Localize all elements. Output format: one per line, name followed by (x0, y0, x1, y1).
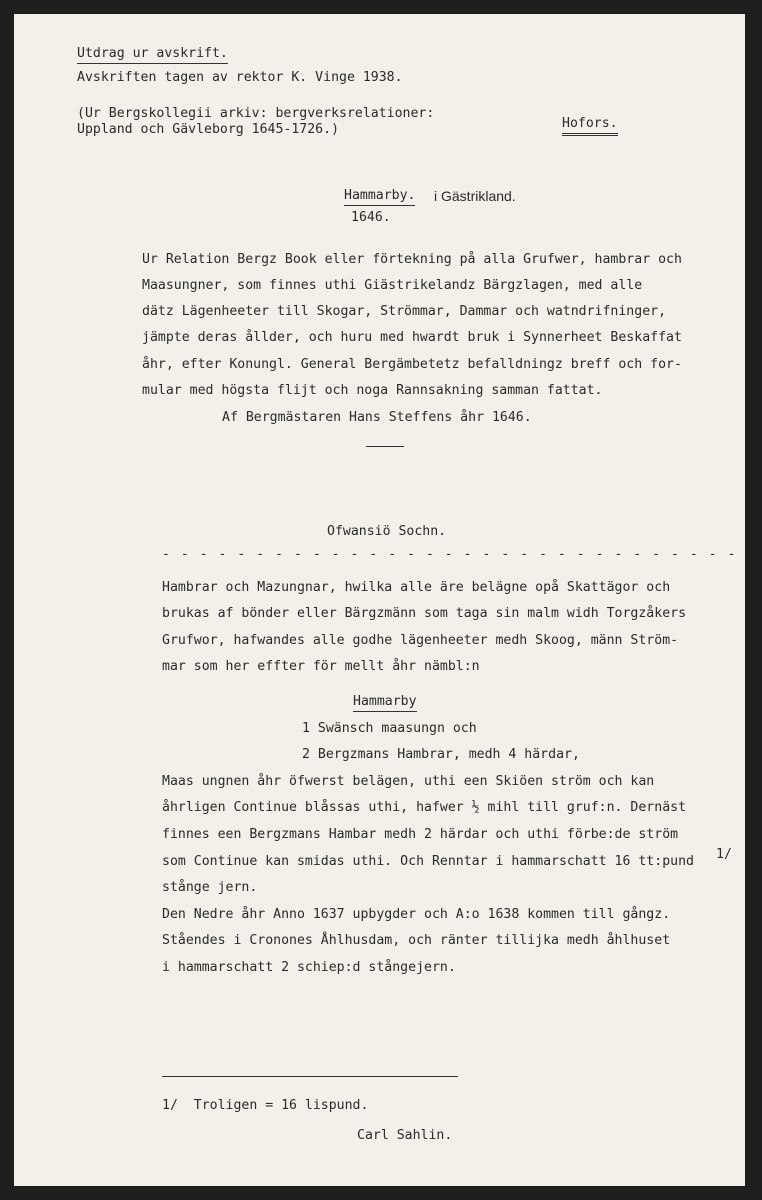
hammarby-line: som Continue kan smidas uthi. Och Renntar i hammarschatt 16 tt:pund (162, 854, 694, 869)
hammarby-line: finnes een Bergzmans Hambar medh 2 härdar och uthi förbe:de ström (162, 827, 679, 842)
hammarby-title: Hammarby (353, 694, 417, 712)
section-line: brukas af bönder eller Bärgzmänn som taga sin malm widh Torgzåkers (162, 606, 687, 621)
intro-line: dätz Lägenheeter till Skogar, Strömmar, Dammar och watndrifninger, (142, 304, 667, 319)
intro-signature-line: Af Bergmästaren Hans Steffens åhr 1646. (222, 410, 532, 425)
footnote-text: 1/ Troligen = 16 lispund. (162, 1098, 369, 1113)
separator-short (366, 446, 404, 447)
heading-region: i Gästrikland. (434, 188, 516, 204)
hammarby-item-1: 1 Swänsch maasungn och (302, 721, 477, 736)
archive-line-2: Uppland och Gävleborg 1645-1726.) (77, 122, 340, 137)
intro-line: Maasungner, som finnes uthi Giästrikelandz Bärgzlagen, med alle (142, 278, 643, 293)
hammarby-line: Den Nedre åhr Anno 1637 upbygder och A:o 1638 kommen till gångz. (162, 907, 671, 922)
archive-line-1: (Ur Bergskollegii arkiv: bergverksrelationer: (77, 106, 435, 121)
document-title: Utdrag ur avskrift. (77, 46, 228, 64)
hammarby-line: Ståendes i Cronones Åhlhusdam, och ränter tillijka medh åhlhuset (162, 933, 671, 948)
intro-line: åhr, efter Konungl. General Bergämbetetz befalldningz breff och for- (142, 357, 682, 372)
source-line: Avskriften tagen av rektor K. Vinge 1938. (77, 70, 403, 85)
hammarby-line: stånge jern. (162, 880, 258, 895)
intro-line: Ur Relation Bergz Book eller förtekning på alla Grufwer, hambrar och (142, 252, 682, 267)
heading-year: 1646. (351, 210, 391, 225)
section-dashes: - - - - - - - - - - - - - - - - - - - - - - - - - - - - - - - (162, 547, 738, 562)
place-heading: Hofors. (562, 116, 618, 136)
section-line: Grufwor, hafwandes alle godhe lägenheeter medh Skoog, männ Ström- (162, 633, 679, 648)
section-line: mar som her effter för mellt åhr nämbl:n (162, 659, 480, 674)
footnote-rule (162, 1076, 458, 1077)
intro-line: jämpte deras ållder, och huru med hwardt bruk i Synnerheet Beskaffat (142, 330, 682, 345)
document-page (14, 14, 745, 1186)
hammarby-item-2: 2 Bergzmans Hambrar, medh 4 härdar, (302, 747, 580, 762)
signature: Carl Sahlin. (357, 1128, 453, 1143)
hammarby-line: åhrligen Continue blåssas uthi, hafwer ½ mihl till gruf:n. Dernäst (162, 800, 687, 815)
section-line: Hambrar och Mazungnar, hwilka alle äre belägne opå Skattägor och (162, 580, 671, 595)
heading-name: Hammarby. (344, 188, 415, 206)
section-title: Ofwansiö Sochn. (327, 524, 447, 539)
intro-line: mular med högsta flijt och noga Rannsakning samman fattat. (142, 383, 603, 398)
hammarby-line: i hammarschatt 2 schiep:d stångejern. (162, 960, 456, 975)
hammarby-line: Maas ungnen åhr öfwerst belägen, uthi een Skiöen ström och kan (162, 774, 655, 789)
footnote-marker: 1/ (716, 847, 732, 862)
